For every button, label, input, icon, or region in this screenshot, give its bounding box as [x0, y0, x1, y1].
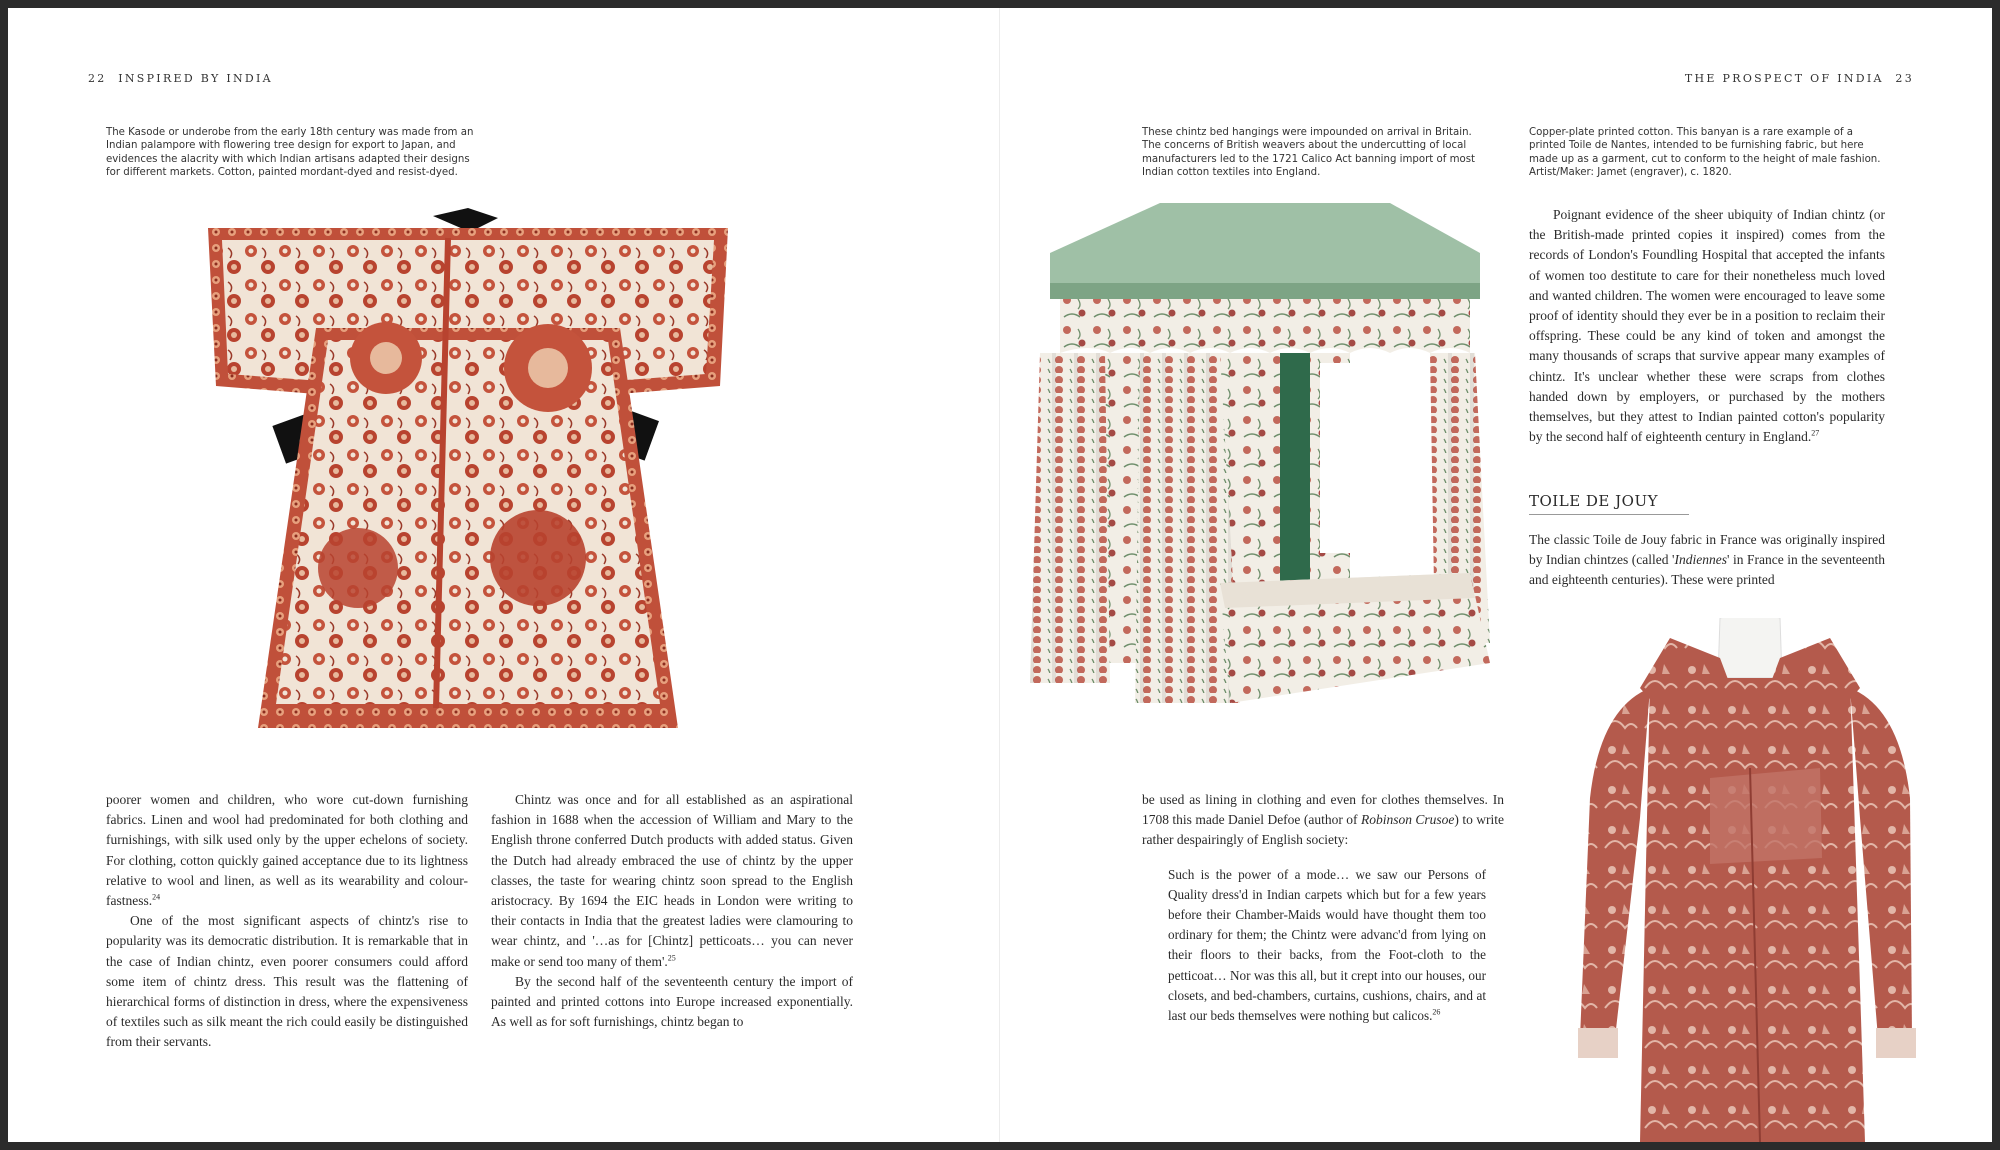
- bed-canopy: [1050, 203, 1480, 283]
- left-col1-para2: One of the most significant aspects of chintz's rise to popularity was its democratic distribution. It is remarkable that in the case of Indian chintz, even poorer consumers could afford some item of chintz dress. This result was the flattening of hierarchical forms of distinction in dress, where the expensiveness of textiles such as silk meant the rich could easily be distinguished from their servants.: [106, 913, 468, 1050]
- left-column-1: [106, 790, 468, 1053]
- right-running-head: [1685, 72, 1914, 85]
- section-heading-toile-de-jouy: TOILE DE JOUY: [1529, 492, 1659, 510]
- left-column-2: [491, 790, 853, 1032]
- left-running-head: [88, 72, 273, 85]
- left-page: [8, 8, 1000, 1142]
- right-col2-para2: The classic Toile de Jouy fabric in France was originally inspired by Indian chintzes (called 'Indiennes' in France in the seventeenth and eighteenth centuries). These were printed: [1529, 532, 1886, 588]
- left-running-title: INSPIRED BY INDIA: [118, 72, 273, 85]
- banyan-caption: Copper-plate printed cotton. This banyan is a rare example of a printed Toile de Nantes, intended to be furnishing fabric, but here made up as a garment, cut to conform to the height of male fashion. Artist/Maker: Jamet (engraver), c. 1820.: [1529, 127, 1881, 178]
- left-page-number: 22: [88, 72, 107, 85]
- right-column-2b: [1529, 530, 1885, 591]
- kimono-figure: [208, 208, 728, 748]
- bed-caption: These chintz bed hangings were impounded on arrival in Britain. The concerns of British weavers about the undercutting of local manufacturers led to the 1721 Calico Act banning import of most Indian cotton textiles into England.: [1142, 127, 1476, 178]
- right-col1-para1: be used as lining in clothing and even for clothes themselves. In 1708 this made Daniel Defoe (author of Robinson Crusoe) to write rather despairingly of English society:: [1142, 792, 1504, 848]
- right-page-number: 23: [1895, 72, 1914, 85]
- banyan-figure: [1560, 618, 1940, 1142]
- mannequin-neck: [1718, 618, 1782, 678]
- left-col1-para1: poorer women and children, who wore cut-down furnishing fabrics. Linen and wool had predominated for both clothing and furnishings, with silk used only by the upper echelons of society. For clothing, cotton quickly gained acceptance due to its lightness relative to wool and linen, as well as its wearability and colour-fastness.$^{24}$: [106, 792, 468, 909]
- right-col2-para1: Poignant evidence of the sheer ubiquity of Indian chintz (or the British-made printed copies it inspired) comes from the records of London's Foundling Hospital that accepted the infants of women too destitute to care for their nonetheless much loved and wanted children. The women were encouraged to leave some proof of identity should they ever be in a position to reclaim their offspring. These could be any kind of token and amongst the many thousands of scraps that survive appear many examples of chintz. It's unclear whether these were scraps from clothes handed down by employers, or purchased by the mothers themselves, but they attest to Indian painted cotton's popularity by the second half of eighteenth century in England.$^{27}$: [1529, 207, 1885, 445]
- bed-figure: [1030, 203, 1500, 713]
- right-page: [1000, 8, 1992, 1142]
- section-heading-rule: [1529, 514, 1689, 515]
- defoe-quote: Such is the power of a mode… we saw our Persons of Quality dress'd in Indian carpets which but for a few years before their Chamber-Maids would have thought them too ordinary for them; the Chintz were advanc'd from lying on their floors to their backs, from the Foot-cloth to the petticoat… Nor was this all, but it crept into our houses, our closets, and bed-chambers, curtains, cushions, chairs, and at last our beds themselves were nothing but calicos.$^{26}$: [1168, 866, 1486, 1024]
- right-column-2: [1529, 205, 1885, 447]
- left-col2-para1: Chintz was once and for all established as an aspirational fashion in 1688 when the accession of William and Mary to the English throne conferred Dutch products with added status. Given the Dutch had already embraced the use of chintz by the upper classes, the taste for wearing chintz soon spread to the English aristocracy. By 1694 the EIC heads in London were writing to their contacts in India that the greatest ladies were clamouring to wear chintz, and '…as for [Chintz] petticoats… you can never make or send too many of them'.$^{25}$: [491, 792, 853, 969]
- right-column-1: [1142, 790, 1504, 1026]
- right-running-title: THE PROSPECT OF INDIA: [1684, 72, 1884, 85]
- left-col2-para2: By the second half of the seventeenth century the import of painted and printed cottons into Europe increased exponentially. As well as for soft furnishings, chintz began to: [491, 973, 853, 1030]
- kimono-caption: The Kasode or underobe from the early 18th century was made from an Indian palampore with flowering tree design for export to Japan, and evidences the alacrity with which Indian artisans adapted their designs for different markets. Cotton, painted mordant-dyed and resist-dyed.: [106, 127, 474, 178]
